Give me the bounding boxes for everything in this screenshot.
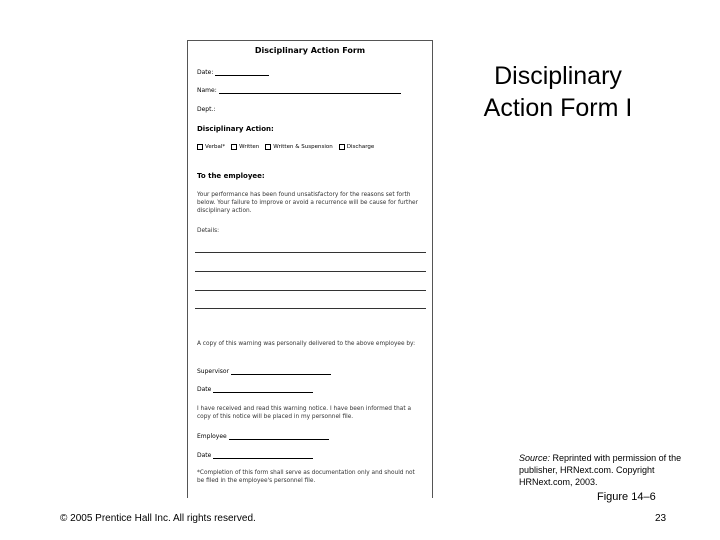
slide-title: Disciplinary Action Form I — [483, 62, 633, 122]
supervisor-field — [197, 368, 331, 375]
figure-label: Figure 14–6 — [597, 491, 656, 503]
page-number: 23 — [655, 513, 667, 524]
option-label: Verbal* — [205, 144, 226, 150]
employee-line — [229, 433, 329, 440]
supervisor-date-field — [197, 386, 313, 393]
option-verbal — [197, 144, 225, 150]
copyright-footer: © 2005 Prentice Hall Inc. All rights reserved. — [60, 513, 256, 524]
supervisor-line — [231, 368, 331, 375]
name-field — [197, 87, 401, 94]
dept-label: Dept.: — [197, 106, 216, 113]
name-line — [219, 87, 401, 94]
supervisor-date-line — [213, 386, 313, 393]
name-label: Name: — [197, 87, 217, 94]
option-written — [231, 144, 259, 150]
disciplinary-action-form-image — [187, 40, 433, 498]
source-label: Source: — [519, 453, 551, 463]
date-field — [197, 69, 269, 76]
source-text: Reprinted with permission of the publisher, HRNext.com. Copyright HRNext.com, 2003. — [519, 453, 682, 487]
supervisor-label: Supervisor — [197, 368, 230, 375]
footnote: *Completion of this form shall serve as documentation only and should not be filed in the employee's personnel file. — [197, 470, 415, 484]
to-employee-heading: To the employee: — [197, 172, 265, 180]
source-note — [519, 452, 709, 488]
copy-delivered-text: A copy of this warning was personally delivered to the above employee by: — [197, 341, 416, 347]
intro-paragraph: Your performance has been found unsatisfactory for the reasons set forth below. Your failure to improve or avoid a recurrence will be cause for further disciplinary action. — [197, 192, 418, 214]
employee-date-line — [213, 452, 313, 459]
option-discharge — [339, 144, 375, 150]
checkbox-icon — [339, 144, 345, 150]
details-line — [195, 271, 426, 272]
date-label: Date: — [197, 69, 214, 76]
option-written-suspension — [265, 144, 332, 150]
option-label: Written — [239, 144, 260, 150]
details-label: Details: — [197, 228, 220, 234]
form-title: Disciplinary Action Form — [254, 46, 366, 55]
employee-field — [197, 433, 329, 440]
details-line — [195, 290, 426, 291]
acknowledgement-text: I have received and read this warning notice. I have been informed that a copy of this notice will be placed in my personnel file. — [197, 406, 411, 420]
disciplinary-action-heading: Disciplinary Action: — [197, 125, 274, 133]
employee-label: Employee — [197, 433, 227, 440]
checkbox-icon — [265, 144, 271, 150]
checkbox-icon — [231, 144, 237, 150]
option-label: Discharge — [346, 144, 375, 150]
action-options — [197, 144, 427, 150]
employee-date-label: Date — [197, 452, 212, 459]
details-line — [195, 308, 426, 309]
checkbox-icon — [197, 144, 203, 150]
employee-date-field — [197, 452, 313, 459]
supervisor-date-label: Date — [197, 386, 212, 393]
dept-field — [197, 106, 215, 113]
details-line — [195, 252, 426, 253]
option-label: Written & Suspension — [273, 144, 333, 150]
date-line — [215, 69, 269, 76]
